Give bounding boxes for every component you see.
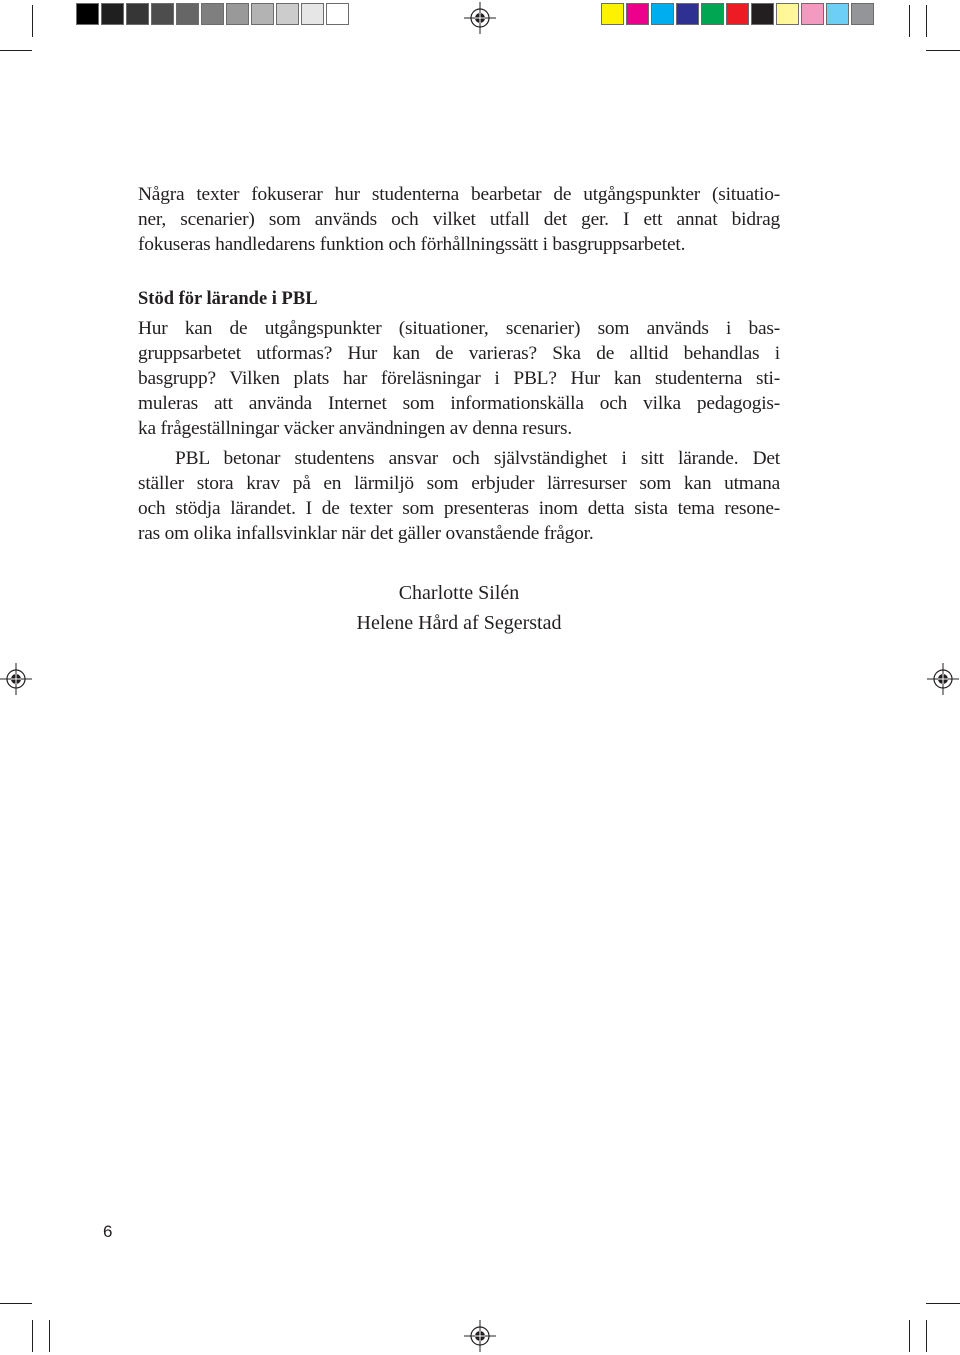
color-swatch	[226, 3, 249, 25]
crop-mark	[49, 1320, 50, 1352]
color-swatch	[726, 3, 749, 25]
paragraph-line: ner, scenarier) som används och vilket utfall det ger. I ett annat bidrag	[138, 209, 780, 230]
crop-mark	[0, 50, 32, 51]
color-swatch	[201, 3, 224, 25]
color-swatch	[851, 3, 874, 25]
paragraph-line: och stödja lärandet. I de texter som presenteras inom detta sista tema resone-	[138, 498, 780, 519]
paragraph-line: Några texter fokuserar hur studenterna bearbetar de utgångspunkter (situatio-	[138, 184, 780, 205]
color-swatch	[751, 3, 774, 25]
color-swatch	[826, 3, 849, 25]
page-number: 6	[103, 1222, 113, 1241]
color-swatch	[776, 3, 799, 25]
crop-mark	[909, 5, 910, 37]
process-color-bar	[601, 3, 876, 27]
crop-mark	[0, 1303, 32, 1304]
color-swatch	[276, 3, 299, 25]
color-swatch	[676, 3, 699, 25]
color-swatch	[126, 3, 149, 25]
crosshair-registration-mark-icon	[464, 2, 496, 34]
crosshair-registration-mark-icon	[927, 663, 959, 695]
paragraph-line: PBL betonar studentens ansvar och självständighet i sitt lärande. Det	[175, 448, 780, 469]
author-signature: Charlotte Silén	[398, 582, 520, 604]
author-signature: Helene Hård af Segerstad	[356, 612, 562, 634]
crop-mark	[926, 5, 927, 37]
color-swatch	[176, 3, 199, 25]
color-swatch	[601, 3, 624, 25]
paragraph-line: basgrupp? Vilken plats har föreläsningar i PBL? Hur kan studenterna sti-	[138, 368, 780, 389]
paragraph-line: Hur kan de utgångspunkter (situationer, scenarier) som används i bas-	[138, 318, 780, 339]
pbl-paragraph	[138, 446, 780, 546]
crosshair-registration-mark-icon	[464, 1320, 496, 1352]
color-swatch	[801, 3, 824, 25]
crop-mark	[909, 1320, 910, 1352]
crop-mark	[32, 1320, 33, 1352]
crop-mark	[926, 1320, 927, 1352]
color-swatch	[251, 3, 274, 25]
paragraph-line: fokuseras handledarens funktion och förhållningssätt i basgruppsarbetet.	[138, 234, 686, 255]
crop-mark	[32, 5, 33, 37]
paragraph-line: gruppsarbetet utformas? Hur kan de varieras? Ska de alltid behandlas i	[138, 343, 780, 364]
questions-paragraph	[138, 316, 780, 441]
color-swatch	[326, 3, 349, 25]
grayscale-color-bar	[76, 3, 351, 27]
color-swatch	[151, 3, 174, 25]
crosshair-registration-mark-icon	[0, 663, 32, 695]
color-swatch	[651, 3, 674, 25]
crop-mark	[926, 1303, 960, 1304]
color-swatch	[101, 3, 124, 25]
intro-paragraph	[138, 182, 780, 257]
paragraph-line: ras om olika infallsvinklar när det gäller ovanstående frågor.	[138, 523, 594, 544]
crop-mark	[926, 50, 960, 51]
color-swatch	[301, 3, 324, 25]
color-swatch	[76, 3, 99, 25]
paragraph-line: muleras att använda Internet som informationskälla och vilka pedagogis-	[138, 393, 780, 414]
color-swatch	[701, 3, 724, 25]
paragraph-line: ka frågeställningar väcker användningen av denna resurs.	[138, 418, 573, 439]
section-heading: Stöd för lärande i PBL	[138, 289, 318, 309]
paragraph-line: ställer stora krav på en lärmiljö som erbjuder lärresurser som kan utmana	[138, 473, 780, 494]
color-swatch	[626, 3, 649, 25]
